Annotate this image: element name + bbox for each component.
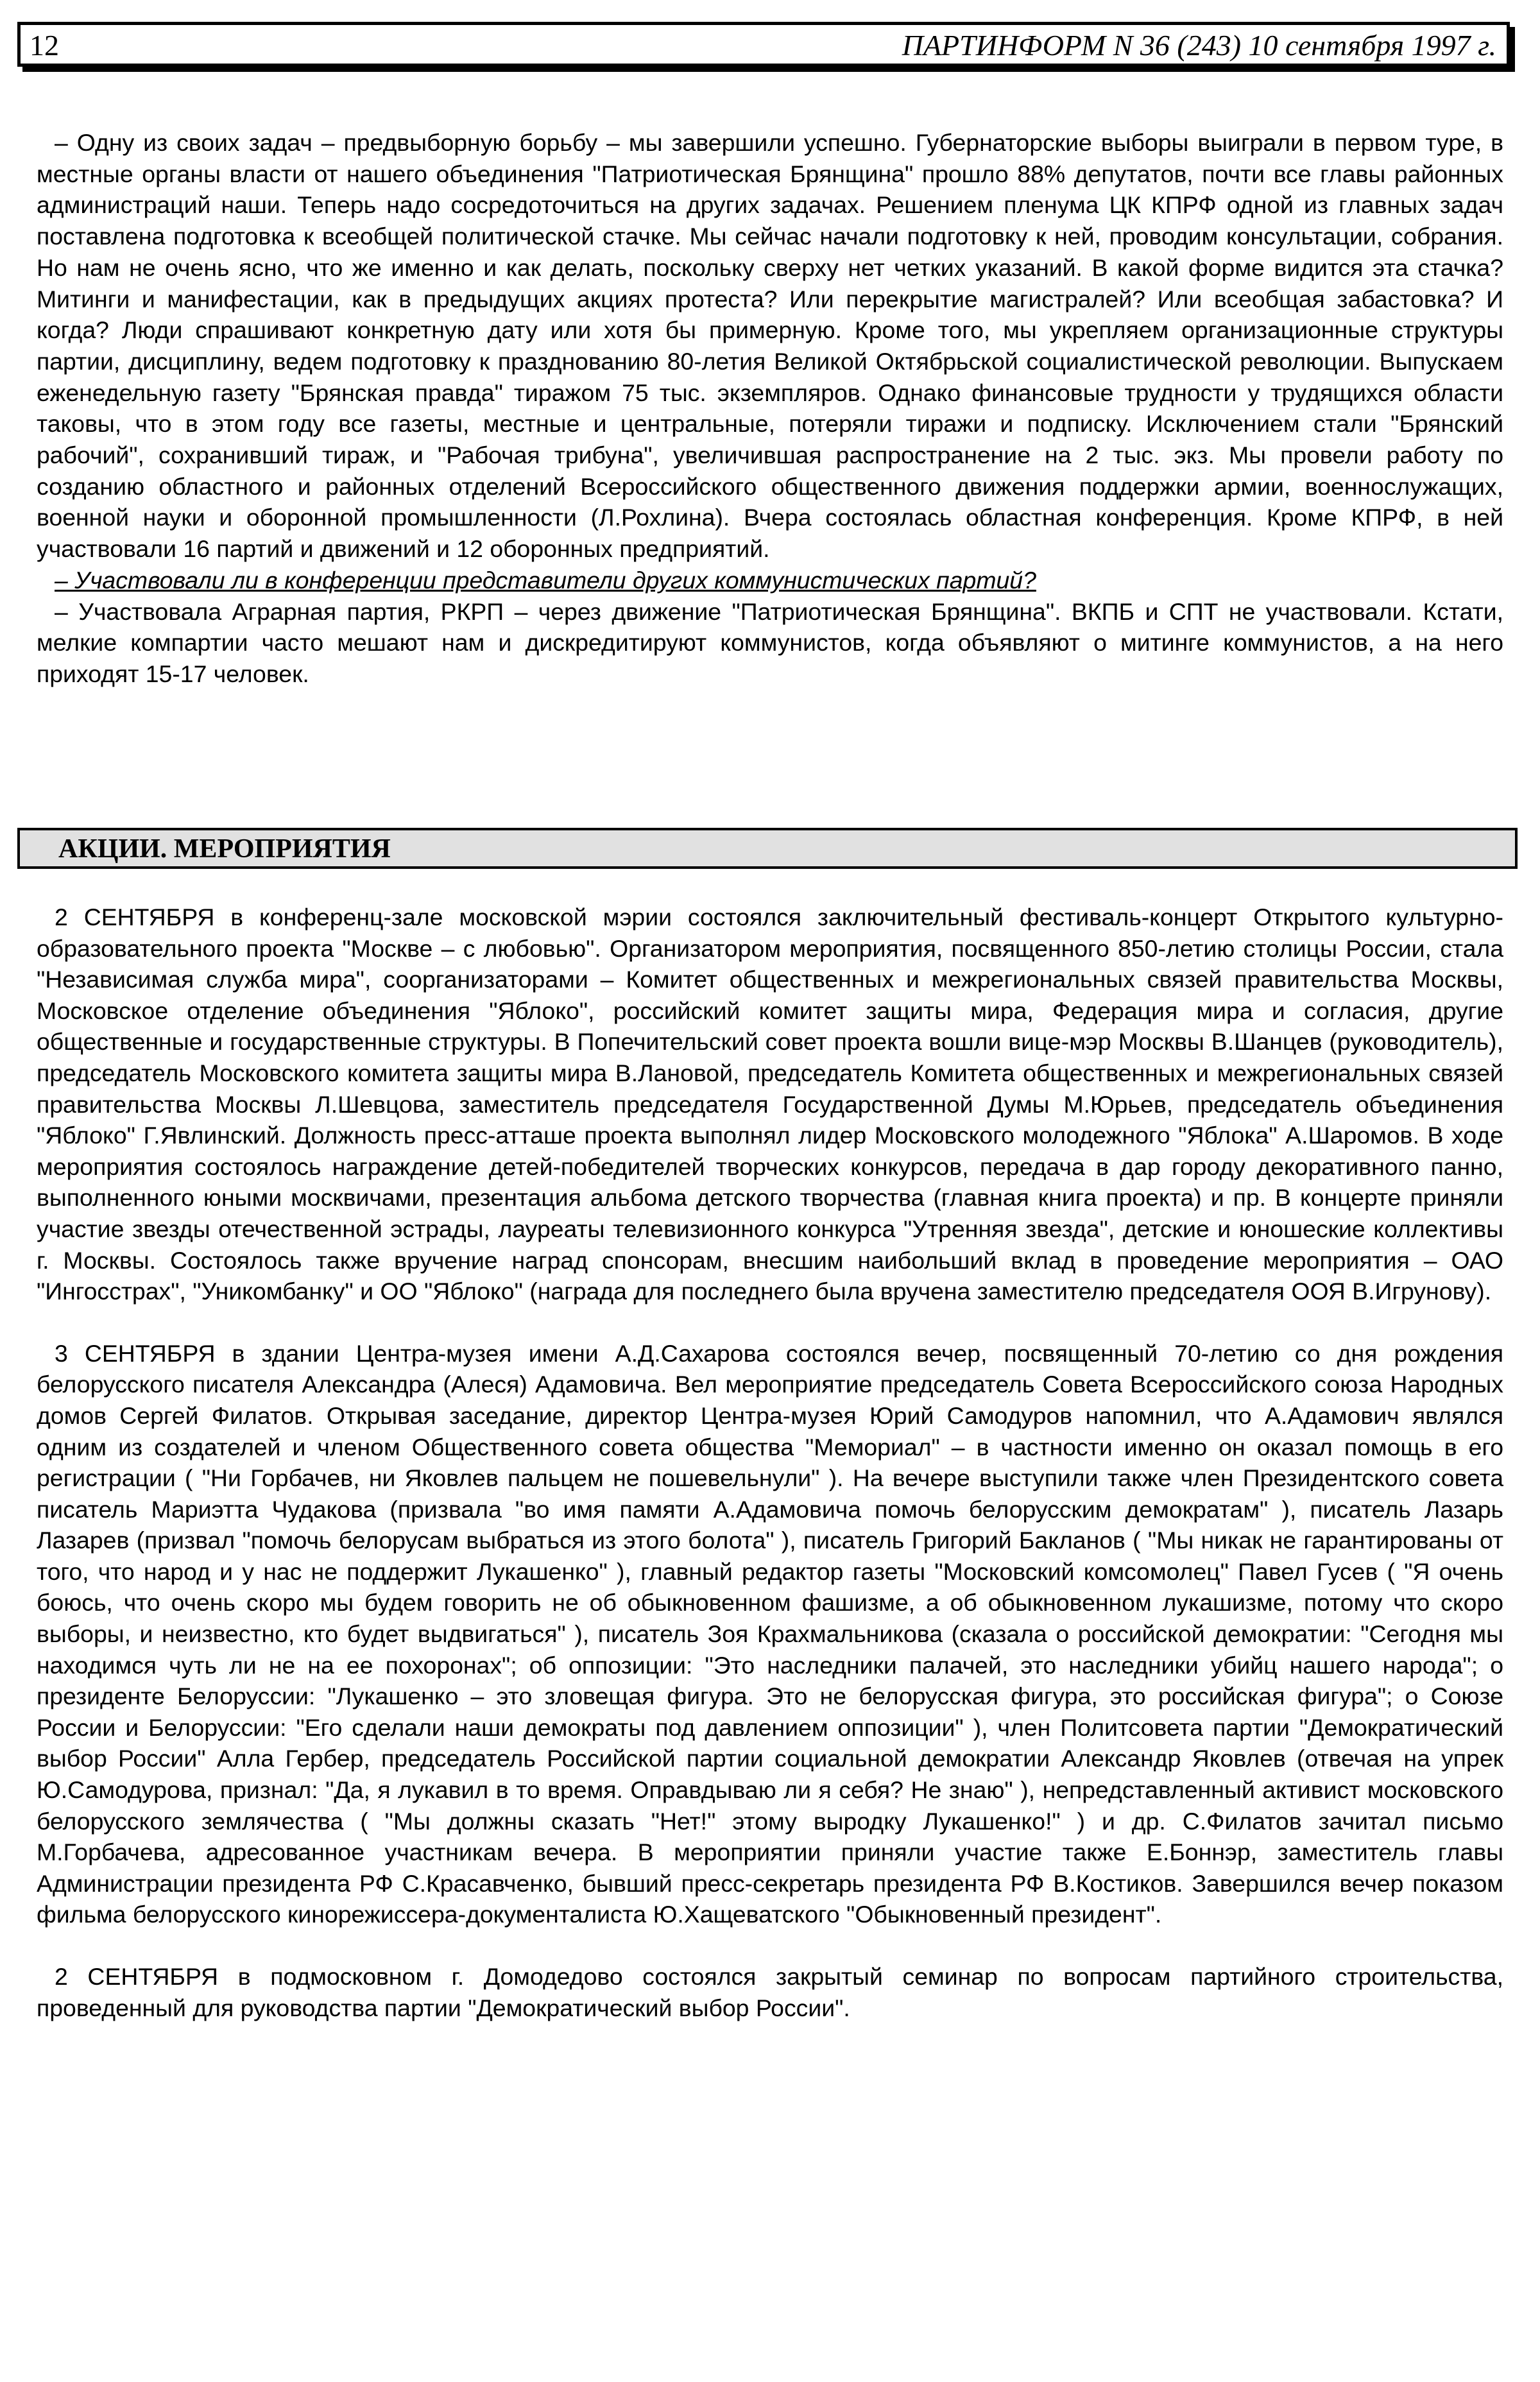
issue-title: ПАРТИНФОРМ N 36 (243) 10 сентября 1997 г. (902, 29, 1496, 62)
interview-answer: – Участвовала Аграрная партия, РКРП – через движение "Патриотическая Брянщина". ВКПБ и СПТ не участвовали. Кстати, мелкие компартии часто мешают нам и дискредитируют коммунистов, когда объявляют о митинге коммунистов, а на него приходят 15-17 человек. (37, 597, 1503, 687)
interview-paragraph: – Одну из своих задач – предвыборную борьбу – мы завершили успешно. Губернаторские выборы выиграли в первом туре, в местные органы власти от нашего объединения "Патриотическая Брянщина" прошло 88% депутатов, почти все главы районных администраций наши. Теперь надо сосредоточиться на других задачах. Решением пленума ЦК КПРФ одной из главных задач поставлена подготовка к всеобщей политической стачке. Мы сейчас начали подготовку к ней, проводим консультации, собрания. Но нам не очень ясно, что же именно и как делать, поскольку сверху нет четких указаний. В какой форме видится эта стачка? Митинги и манифестации, как в предыдущих акциях протеста? Или перекрытие магистралей? Или всеобщая забастовка? И когда? Люди спрашивают конкретную дату или хотя бы примерную. Кроме того, мы укрепляем организационные структуры партии, дисциплину, ведем подготовку к празднованию 80-летия Великой Октябрьской социалистической революции. Выпускаем еженедельную газету "Брянская правда" тиражом 75 тыс. экземпляров. Однако финансовые трудности у трудящихся области таковы, что в этом году все газеты, местные и центральные, потеряли тиражи и подписку. Исключением стали "Брянский рабочий", сохранивший тираж, и "Рабочая трибуна", увеличившая распространение на 2 тыс. экз. Мы провели работу по созданию областного и районных отделений Всероссийского общественного движения поддержки армии, военнослужащих, военной науки и оборонной промышленности (Л.Рохлина). Вчера состоялась областная конференция. Кроме КПРФ, в ней участвовали 16 партий и движений и 12 оборонных предприятий. (37, 129, 1503, 563)
interview-article (37, 127, 1503, 690)
event-item: 3 СЕНТЯБРЯ в здании Центра-музея имени А.Д.Сахарова состоялся вечер, посвященный 70-летию со дня рождения белорусского писателя Александра (Алеся) Адамовича. Вел мероприятие председатель Совета Всероссийского союза Народных домов Сергей Филатов. Открывая заседание, директор Центра-музея Юрий Самодуров напомнил, что А.Адамович являлся одним из создателей и членом Общественного совета общества "Мемориал" – в частности именно он оказал помощь в его регистрации ( "Ни Горбачев, ни Яковлев пальцем не пошевельнули" ). На вечере выступили также член Президентского совета писатель Мариэтта Чудакова (призвала "во имя памяти А.Адамовича помочь белорусским демократам" ), писатель Лазарь Лазарев (призвал "помочь белорусам выбраться из этого болота" ), писатель Григорий Бакланов ( "Мы никак не гарантированы от того, что народ и у нас не поддержит Лукашенко" ), главный редактор газеты "Московский комсомолец" Павел Гусев ( "Я очень боюсь, что очень скоро мы будем говорить не об обыкновенном фашизме, а об обыкновенном лукашизме, потому что скоро выборы, и неизвестно, кто будет выдвигаться" ), писатель Зоя Крахмальникова (сказала о российской демократии: "Сегодня мы находимся чуть ли не на ее похоронах"; об оппозиции: "Это наследники палачей, это наследники убийц нашего народа"; о президенте Белоруссии: "Лукашенко – это зловещая фигура. Это не белорусская фигура, это российская фигура"; о Союзе России и Белоруссии: "Его сделали наши демократы под давлением оппозиции" ), член Политсовета партии "Демократический выбор России" Алла Гербер, председатель Российской партии социальной демократии Александр Яковлев (отвечая на упрек Ю.Самодурова, признал: "Да, я лукавил в то время. Оправдываю ли я себя? Не знаю" ), непредставленный активист московского белорусского землячества ( "Мы должны сказать "Нет!" этому выродку Лукашенко!" ) и др. С.Филатов зачитал письмо М.Горбачева, адресованное участникам вечера. В мероприятии приняли участие также Е.Боннэр, заместитель главы Администрации президента РФ С.Красавченко, бывший пресс-секретарь президента РФ В.Костиков. Завершился вечер показом фильма белорусского кинорежиссера-документалиста Ю.Хащеватского "Обыкновенный президент". (37, 1339, 1503, 1928)
page-number: 12 (30, 29, 59, 62)
event-item: 2 СЕНТЯБРЯ в конференц-зале московской мэрии состоялся заключительный фестиваль-концерт Открытого культурно-образовательного проекта "Москве – с любовью". Организатором мероприятия, посвященного 850-летию столицы России, стала "Независимая служба мира", соорганизаторами – Комитет общественных и межрегиональных связей правительства Москвы, Московское отделение объединения "Яблоко", российский комитет защиты мира, Федерация мира и согласия, другие общественные и государственные структуры. В Попечительский совет проекта вошли вице-мэр Москвы В.Шанцев (руководитель), председатель Московского комитета защиты мира В.Лановой, председатель Комитета общественных и межрегиональных связей правительства Москвы Л.Шевцова, заместитель председателя Государственной Думы М.Юрьев, председатель объединения "Яблоко" Г.Явлинский. Должность пресс-атташе проекта выполнял лидер Московского молодежного "Яблока" А.Шаромов. В ходе мероприятия состоялось награждение детей-победителей творческих конкурсов, передача в дар городу декоративного панно, выполненного юными москвичами, презентация альбома детского творчества (главная книга проекта) и пр. В концерте приняли участие звезды отечественной эстрады, лауреаты телевизионного конкурса "Утренняя звезда", детские и юношеские коллективы г. Москвы. Состоялось также вручение наград спонсорам, внесшим наибольший вклад в проведение мероприятия – ОАО "Ингосстрах", "Уникомбанку" и ОО "Яблоко" (награда для последнего была вручена заместителю председателя ООЯ В.Игрунову). (37, 904, 1503, 1305)
event-item: 2 СЕНТЯБРЯ в подмосковном г. Домодедово состоялся закрытый семинар по вопросам партийного строительства, проведенный для руководства партии "Демократический выбор России". (37, 1963, 1503, 2021)
page-header (17, 22, 1510, 67)
events-list (37, 902, 1503, 2054)
interview-question: – Участвовали ли в конференции представители других коммунистических партий? (55, 566, 1036, 594)
section-heading: АКЦИИ. МЕРОПРИЯТИЯ (17, 828, 1518, 869)
